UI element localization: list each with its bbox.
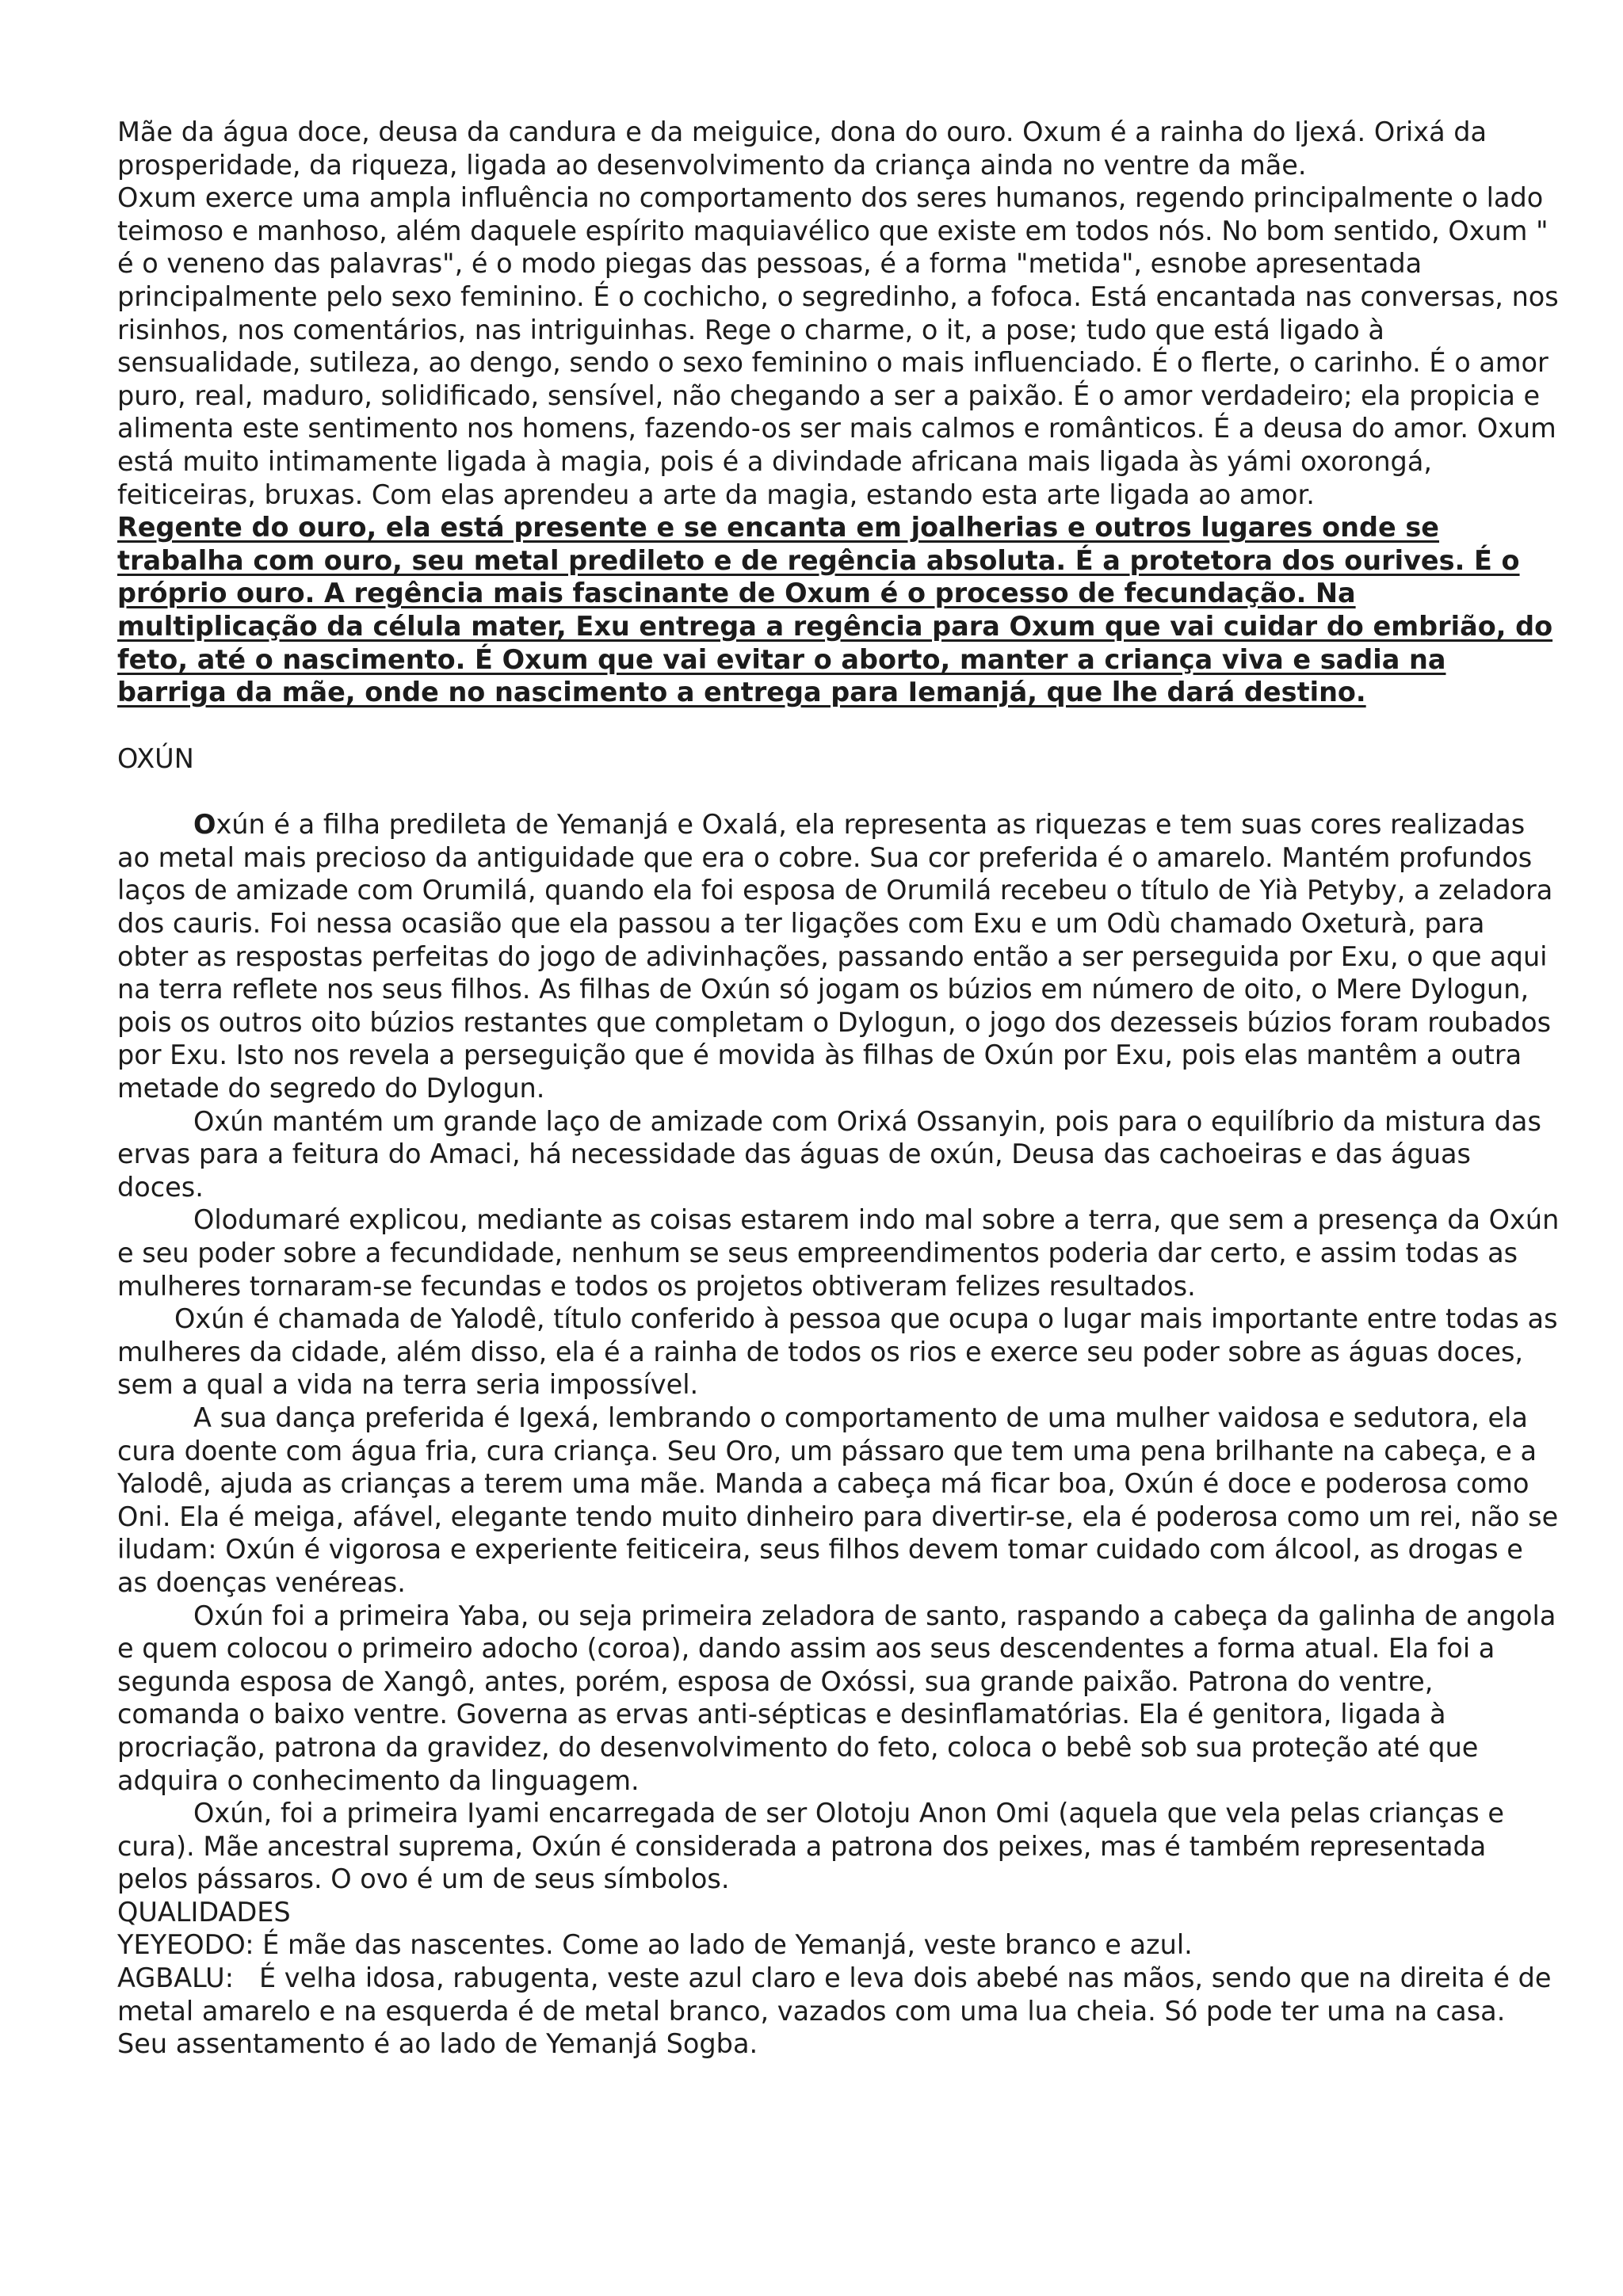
section-paragraph-1 — [117, 808, 1560, 1104]
qualidade-name: AGBALU: — [117, 1962, 234, 1994]
section-paragraph-4: Oxún é chamada de Yalodê, título conferido à pessoa que ocupa o lugar mais importante entre todas as mulheres da cidade, além disso, ela é a rainha de todos os rios e exerce seu poder sobre as águas doces, sem a qual a vida na terra seria impossível. — [117, 1303, 1558, 1401]
qualidade-name: YEYEODO: — [117, 1929, 254, 1961]
qualidade-text: É velha idosa, rabugenta, veste azul claro e leva dois abebé nas mãos, sendo que na direita é de metal amarelo e na esquerda é de metal branco, vazados com uma lua cheia. Só pode ter uma na casa. Seu assentamento é ao lado de Yemanjá Sogba. — [117, 1962, 1560, 2060]
qualidades-heading: QUALIDADES — [117, 1896, 291, 1928]
section-paragraph-1-text: xún é a filha predileta de Yemanjá e Oxalá, ela representa as riquezas e tem suas cores realizadas ao metal mais precioso da antiguidade que era o cobre. Sua cor preferida é o amarelo. Mantém profundos laços de amizade com Orumilá, quando ela foi esposa de Orumilá recebeu o título de Yià Petyby, a zeladora dos cauris. Foi nessa ocasião que ela passou a ter ligações com Exu e um Odù chamado Oxeturà, para obter as respostas perfeitas do jogo de adivinhações, passando então a ser perseguida por Exu, o que aqui na terra reflete nos seus filhos. As filhas de Oxún só jogam os búzios em número de oito, o Mere Dylogun, pois os outros oito búzios restantes que completam o Dylogun, o jogo dos dezesseis búzios foram roubados por Exu. Isto nos revela a perseguição que é movida às filhas de Oxún por Exu, pois elas mantêm a outra metade do segredo do Dylogun. — [117, 809, 1553, 1104]
intro-paragraph-2: Oxum exerce uma ampla influência no comportamento dos seres humanos, regendo principalmente o lado teimoso e manhoso, além daquele espírito maquiavélico que existe em todos nós. No bom sentido, Oxum " é o veneno das palavras", é o modo piegas das pessoas, é a forma "metida", esnobe apresentada principalmente pelo sexo feminino. É o cochicho, o segredinho, a fofoca. Está encantada nas conversas, nos risinhos, nos comentários, nas intriguinhas. Rege o charme, o it, a pose; tudo que está ligado à sensualidade, sutileza, ao dengo, sendo o sexo feminino o mais influenciado. É o flerte, o carinho. É o amor puro, real, maduro, solidificado, sensível, não chegando a ser a paixão. É o amor verdadeiro; ela propicia e alimenta este sentimento nos homens, fazendo-os ser mais calmos e românticos. É a deusa do amor. Oxum está muito intimamente ligada à magia, pois é a divindade africana mais ligada às yámi oxorongá, feiticeiras, bruxas. Com elas aprendeu a arte da magia, estando esta arte ligada ao amor. — [117, 182, 1559, 510]
intro-paragraph-1: Mãe da água doce, deusa da candura e da meiguice, dona do ouro. Oxum é a rainha do Ijexá. Orixá da prosperidade, da riqueza, ligada ao desenvolvimento da criança ainda no ventre da mãe. — [117, 116, 1487, 181]
document-page — [117, 116, 1560, 2061]
section-heading: OXÚN — [117, 742, 194, 774]
first-letter: O — [193, 809, 216, 841]
section-paragraph-2: Oxún mantém um grande laço de amizade com Orixá Ossanyin, pois para o equilíbrio da mistura das ervas para a feitura do Amaci, há necessidade das águas de oxún, Deusa das cachoeiras e das águas doces. — [117, 1105, 1541, 1203]
qualidade-item — [117, 1962, 1560, 2061]
qualidade-text: É mãe das nascentes. Come ao lado de Yemanjá, veste branco e azul. — [254, 1929, 1193, 1961]
qualidade-item — [117, 1928, 1560, 1962]
section-paragraph-5: A sua dança preferida é Igexá, lembrando o comportamento de uma mulher vaidosa e sedutora, ela cura doente com água fria, cura criança. Seu Oro, um pássaro que tem uma pena brilhante na cabeça, e a Yalodê, ajuda as crianças a terem uma mãe. Manda a cabeça má ficar boa, Oxún é doce e poderosa como Oni. Ela é meiga, afável, elegante tendo muito dinheiro para divertir-se, ela é poderosa como um rei, não se iludam: Oxún é vigorosa e experiente feiticeira, seus filhos devem tomar cuidado com álcool, as drogas e as doenças venéreas. — [117, 1402, 1559, 1598]
section-paragraph-6: Oxún foi a primeira Yaba, ou seja primeira zeladora de santo, raspando a cabeça da galinha de angola e quem colocou o primeiro adocho (coroa), dando assim aos seus descendentes a forma atual. Ela foi a segunda esposa de Xangô, antes, porém, esposa de Oxóssi, sua grande paixão. Patrona do ventre, comanda o baixo ventre. Governa as ervas anti-sépticas e desinflamatórias. Ela é genitora, ligada à procriação, patrona da gravidez, do desenvolvimento do feto, coloca o bebê sob sua proteção até que adquira o conhecimento da linguagem. — [117, 1600, 1556, 1796]
intro-bold-paragraph: Regente do ouro, ela está presente e se encanta em joalherias e outros lugares onde se trabalha com ouro, seu metal predileto e de regência absoluta. É a protetora dos ourives. É o próprio ouro. A regência mais fascinante de Oxum é o processo de fecundação. Na multiplicação da célula mater, Exu entrega a regência para Oxum que vai cuidar do embrião, do feto, até o nascimento. É Oxum que vai evitar o aborto, manter a criança viva e sadia na barriga da mãe, onde no nascimento a entrega para Iemanjá, que lhe dará destino. — [117, 512, 1553, 708]
section-paragraph-3: Olodumaré explicou, mediante as coisas estarem indo mal sobre a terra, que sem a presença da Oxún e seu poder sobre a fecundidade, nenhum se seus empreendimentos poderia dar certo, e assim todas as mulheres tornaram-se fecundas e todos os projetos obtiveram felizes resultados. — [117, 1204, 1560, 1302]
section-paragraph-7: Oxún, foi a primeira Iyami encarregada de ser Olotoju Anon Omi (aquela que vela pelas crianças e cura). Mãe ancestral suprema, Oxún é considerada a patrona dos peixes, mas é também representada pelos pássaros. O ovo é um de seus símbolos. — [117, 1798, 1504, 1895]
